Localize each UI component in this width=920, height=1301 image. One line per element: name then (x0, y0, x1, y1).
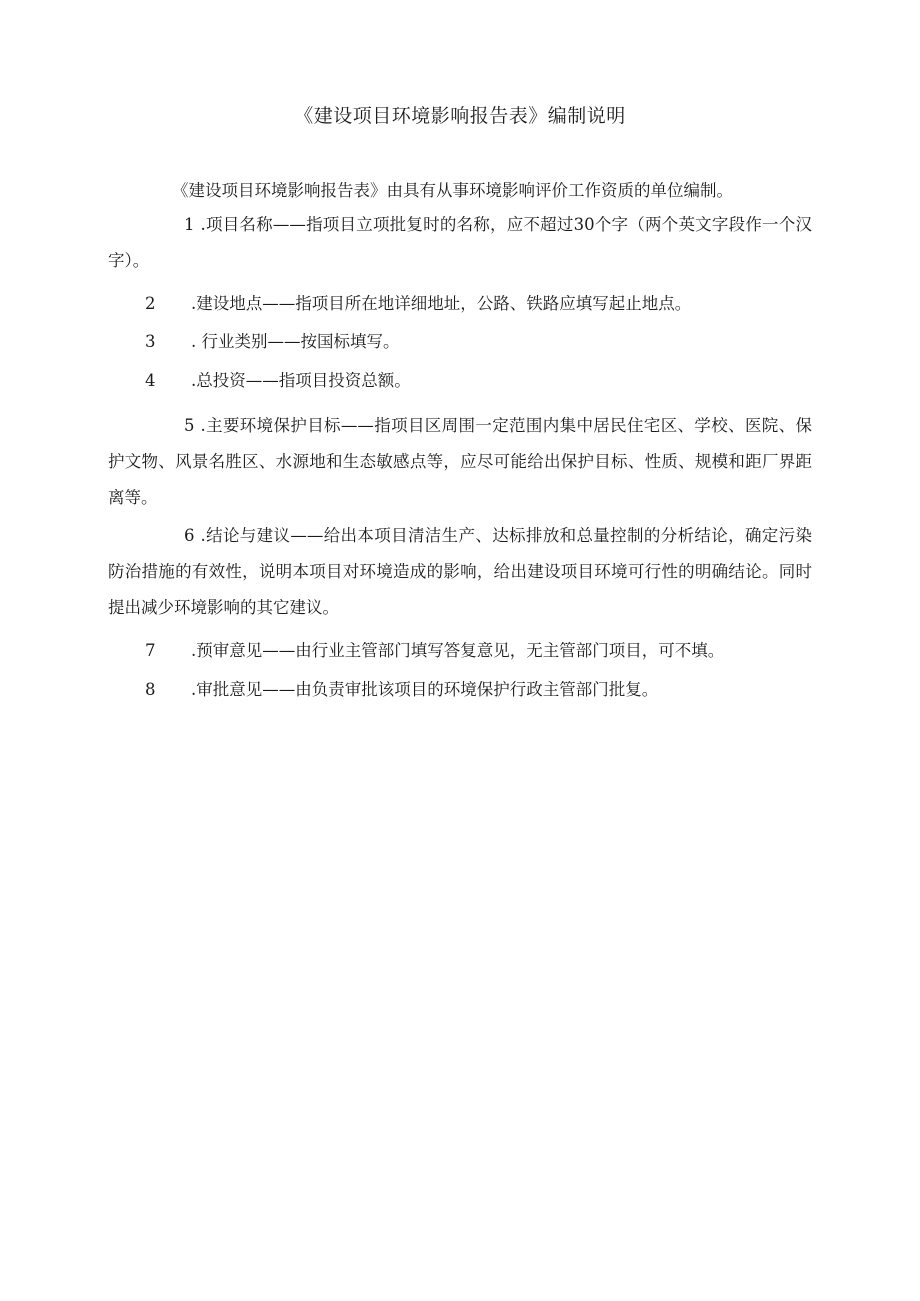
intro-paragraph: 《建设项目环境影响报告表》由具有从事环境影响评价工作资质的单位编制。 (172, 181, 733, 200)
item-number: 4 (145, 371, 156, 390)
item-number: 8 (145, 680, 156, 699)
item-number: 7 (145, 641, 156, 660)
item-number: 2 (145, 294, 156, 313)
item-number: 5 (184, 416, 195, 435)
item-text: .项目名称——指项目立项批复时的名称，应不超过30个字（两个英文字段作一个汉字）。 (108, 215, 812, 270)
item-number: 3 (145, 332, 156, 351)
page-title: 《建设项目环境影响报告表》编制说明 (294, 105, 626, 127)
list-item-8 (145, 676, 658, 700)
item-text: .结论与建议——给出本项目清洁生产、达标排放和总量控制的分析结论，确定污染防治措施的有效性，说明本项目对环境造成的影响，给出建设项目环境可行性的明确结论。同时提出减少环境影响的其它建议。 (108, 526, 812, 617)
list-item-5 (108, 408, 812, 516)
list-item-3 (145, 328, 400, 352)
item-text: . 行业类别——按国标填写。 (191, 332, 400, 351)
list-item-4 (145, 367, 411, 391)
item-text: .总投资——指项目投资总额。 (191, 371, 411, 390)
list-item-6 (108, 518, 812, 626)
list-item-1 (108, 207, 812, 279)
list-item-7 (145, 637, 724, 661)
item-text: .预审意见——由行业主管部门填写答复意见，无主管部门项目，可不填。 (191, 641, 725, 660)
item-text: .审批意见——由负责审批该项目的环境保护行政主管部门批复。 (191, 680, 659, 699)
list-item-2 (145, 290, 691, 314)
item-text: .建设地点——指项目所在地详细地址，公路、铁路应填写起止地点。 (191, 294, 692, 313)
item-number: 6 (184, 526, 195, 545)
item-text: .主要环境保护目标——指项目区周围一定范围内集中居民住宅区、学校、医院、保护文物、风景名胜区、水源地和生态敏感点等，应尽可能给出保护目标、性质、规模和距厂界距离等。 (108, 416, 812, 507)
item-number: 1 (184, 215, 195, 234)
